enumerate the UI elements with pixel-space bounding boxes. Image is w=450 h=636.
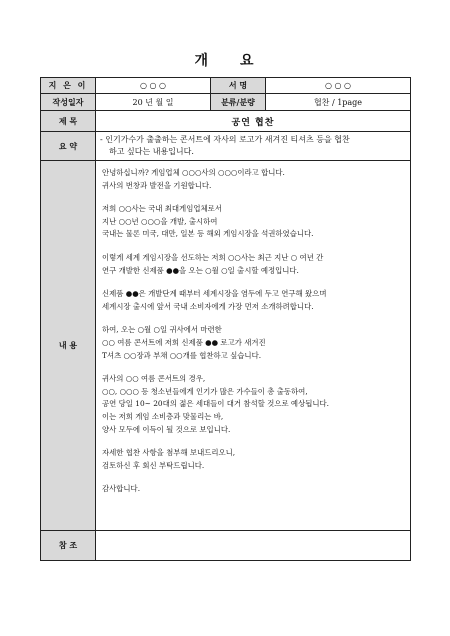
signature-value[interactable]: ○ ○ ○	[266, 78, 411, 94]
content-paragraphs	[102, 167, 404, 496]
content-line: 지난 ○○년 ○○○을 개발, 출시하여	[102, 216, 218, 226]
content-line: ○○ 여름 콘서트에 저희 신제품 ●● 로고가 새겨진	[102, 337, 266, 347]
content-paragraph	[102, 324, 404, 362]
document-title-part2: 요	[240, 53, 256, 69]
summary-value[interactable]	[96, 132, 411, 161]
date-label: 작성일자	[41, 94, 96, 111]
reference-label: 참 조	[41, 531, 96, 561]
content-line: 검토하신 후 회신 부탁드립니다.	[102, 460, 205, 470]
content-line: 귀사의 ○○ 여름 콘서트의 경우,	[102, 374, 206, 384]
content-line: 이는 저희 게임 소비층과 맞물리는 바,	[102, 411, 224, 421]
content-line: 안녕하십니까? 게임업체 ○○○사의 ○○○이라고 합니다.	[102, 168, 285, 177]
subject-value[interactable]: 공연 협찬	[96, 111, 411, 132]
content-line: 국내는 물론 미국, 대만, 일본 등 해외 게임시장을 석권하였습니다.	[102, 229, 314, 239]
summary-line-1: - 인기가수가 출출하는 콘서트에 자사의 로고가 새겨진 티셔츠 등을 협찬	[100, 135, 350, 144]
date-row	[41, 94, 411, 111]
reference-row	[41, 531, 411, 561]
content-line: 양사 모두에 이득이 될 것으로 보입니다.	[102, 424, 231, 434]
content-paragraph	[102, 447, 404, 472]
document-title-part1: 개	[194, 53, 210, 69]
content-paragraph	[102, 252, 404, 277]
content-line: ○○, ○○○ 등 청소년들에게 인기가 많은 가수들이 총 출동하여,	[102, 386, 308, 396]
document-title	[0, 50, 450, 70]
content-row	[41, 161, 411, 531]
content-line: 이렇게 세계 게임시장을 선도하는 저희 ○○사는 최근 지난 ○ 여년 간	[102, 252, 324, 262]
subject-row	[41, 111, 411, 132]
content-line: 자세한 협찬 사항을 첨부해 보내드리오니,	[102, 448, 236, 458]
author-row	[41, 78, 411, 94]
author-value[interactable]: ○ ○ ○	[96, 78, 211, 94]
author-label: 지 은 이	[41, 78, 96, 94]
signature-label: 서 명	[211, 78, 266, 94]
content-label: 내 용	[41, 161, 96, 531]
summary-form-table	[40, 77, 411, 561]
content-line: 귀사의 번창과 발전을 기원합니다.	[102, 180, 212, 190]
content-line: 하여, 오는 ○월 ○일 귀사에서 마련한	[102, 325, 222, 335]
content-line: 세계시장 출시에 앞서 국내 소비자에게 가장 먼저 소개하려합니다.	[102, 301, 314, 311]
content-line: 공연 당일 10~ 20대의 젊은 세대들이 대거 참석할 것으로 예상됩니다.	[102, 399, 329, 409]
content-line: T셔츠 ○○장과 부채 ○○개를 협찬하고 싶습니다.	[102, 350, 262, 360]
content-line: 저희 ○○사는 국내 최대게임업체로서	[102, 204, 222, 214]
date-value[interactable]: 20 년 월 일	[96, 94, 211, 111]
summary-line-2: 하고 싶다는 내용입니다.	[109, 147, 194, 156]
summary-label: 요 약	[41, 132, 96, 161]
summary-row	[41, 132, 411, 161]
content-paragraph	[102, 483, 404, 496]
category-label: 분류/분량	[211, 94, 266, 111]
content-body[interactable]	[96, 161, 411, 531]
content-paragraph	[102, 203, 404, 241]
content-paragraph	[102, 167, 404, 192]
reference-value[interactable]	[96, 531, 411, 561]
category-value[interactable]: 협찬 / 1page	[266, 94, 411, 111]
content-paragraph	[102, 373, 404, 436]
content-line: 신제품 ●●은 개발단계 때부터 세계시장을 염두에 두고 연구해 왔으며	[102, 289, 327, 299]
content-paragraph	[102, 288, 404, 313]
subject-label: 제 목	[41, 111, 96, 132]
content-line: 연구 개발한 신제품 ●●을 오는 ○월 ○일 출시할 예정입니다.	[102, 265, 299, 275]
content-line: 감사합니다.	[102, 484, 141, 494]
